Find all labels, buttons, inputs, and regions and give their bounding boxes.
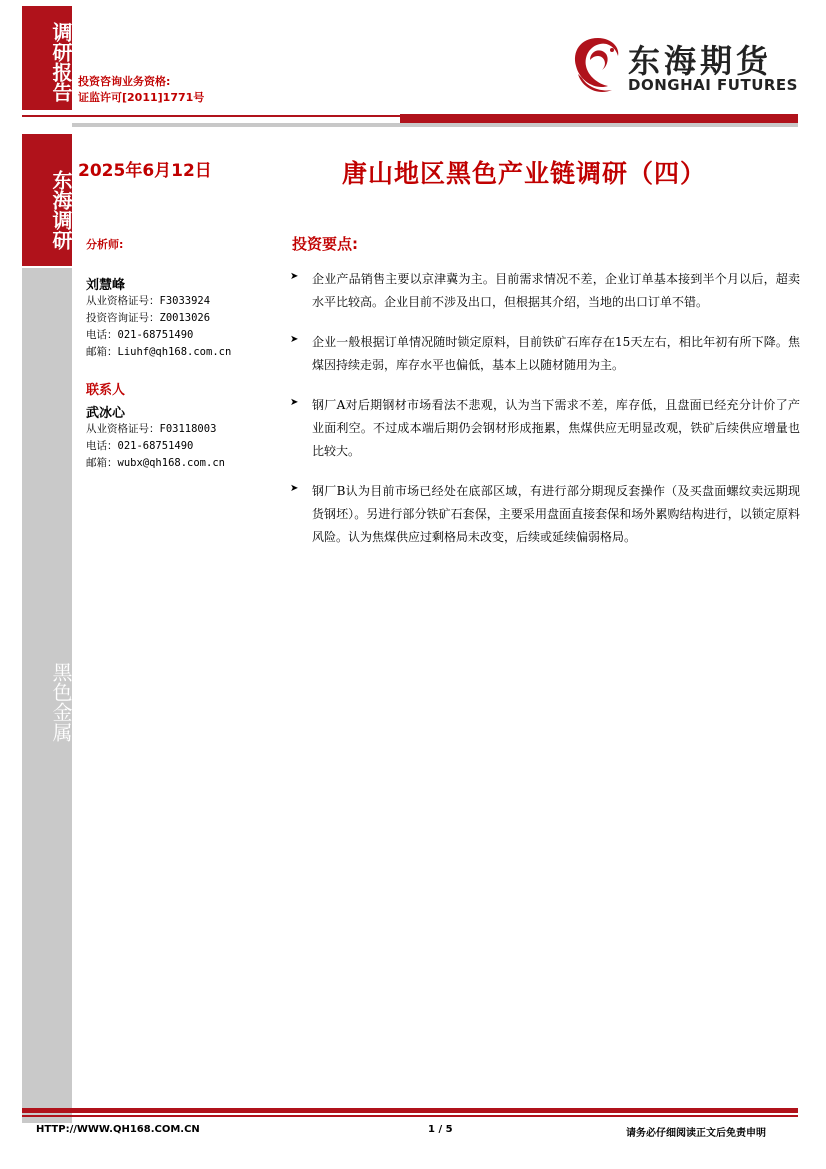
qualification-line-2: 证监许可[2011]1771号 (78, 91, 205, 104)
report-date: 2025年6月12日 (78, 161, 212, 181)
report-title: 唐山地区黑色产业链调研（四） (342, 159, 707, 188)
list-item-text: 企业一般根据订单情况随时锁定原料，目前铁矿石库存在15天左右，相比年初有所下降。焦煤因持续走弱，库存水平也偏低，基本上以随材随用为主。 (312, 335, 800, 372)
sector-tab: 黑色金属 (22, 268, 72, 1123)
list-item-text: 钢厂A对后期钢材市场看法不悲观，认为当下需求不差，库存低，且盘面已经充分计价了产业面利空。不过成本端后期仍会钢材形成拖累，焦煤供应无明显改观，铁矿后续供应增量也比较大。 (312, 398, 800, 458)
list-item-text: 钢厂B认为目前市场已经处在底部区域，有进行部分期现反套操作（及买盘面螺纹卖远期现货钢坯）。另进行部分铁矿石套保，主要采用盘面直接套保和场外累购结构进行，以锁定原料风险。认为焦煤供应过剩格局未改变，后续或延续偏弱格局。 (312, 484, 800, 544)
bullet-arrow-icon: ➤ (290, 334, 299, 345)
series-tab: 东海调研 (22, 134, 72, 266)
footer-divider (22, 1115, 798, 1117)
footer-disclaimer: 请务必仔细阅读正文后免责申明 (626, 1128, 766, 1139)
key-points-list (290, 268, 800, 566)
qualification-block (78, 74, 204, 106)
key-points-heading: 投资要点: (292, 235, 358, 253)
qualification-line-1: 投资咨询业务资格: (78, 75, 171, 88)
list-item (290, 268, 800, 314)
list-item (290, 394, 800, 463)
report-type-tab: 调研报告 (22, 6, 72, 110)
bullet-arrow-icon: ➤ (290, 271, 299, 282)
analyst-name: 刘慧峰 (86, 278, 126, 293)
analyst-sidebar (86, 236, 286, 472)
list-item-text: 企业产品销售主要以京津冀为主。目前需求情况不差，企业订单基本接到半个月以后，超卖水平比较高。企业目前不涉及出口，但根据其介绍，当地的出口订单不错。 (312, 272, 800, 309)
company-logo (568, 26, 798, 106)
contact-license: 从业资格证号：F03118003 (86, 423, 217, 435)
bullet-arrow-icon: ➤ (290, 483, 299, 494)
bullet-arrow-icon: ➤ (290, 397, 299, 408)
logo-chinese-name: 东海期货 (628, 42, 773, 80)
dragon-logo-icon (568, 30, 628, 100)
contact-heading: 联系人 (86, 383, 126, 398)
footer-website[interactable]: HTTP://WWW.QH168.COM.CN (36, 1124, 200, 1135)
analyst-license: 从业资格证号：F3033924 (86, 295, 211, 307)
contact-phone: 电话：021-68751490 (86, 440, 194, 452)
page-number: 1 / 5 (428, 1124, 453, 1135)
list-item (290, 331, 800, 377)
contact-name: 武冰心 (86, 406, 126, 421)
list-item (290, 480, 800, 549)
analyst-heading: 分析师: (86, 238, 124, 251)
logo-english-name: DONGHAI FUTURES (628, 76, 798, 94)
header-grey-bar (72, 123, 798, 127)
analyst-email: 邮箱：Liuhf@qh168.com.cn (86, 346, 232, 358)
contact-email: 邮箱：wubx@qh168.com.cn (86, 457, 225, 469)
analyst-consult-license: 投资咨询证号：Z0013026 (86, 312, 211, 324)
footer-accent-bar (22, 1108, 798, 1113)
analyst-phone: 电话：021-68751490 (86, 329, 194, 341)
